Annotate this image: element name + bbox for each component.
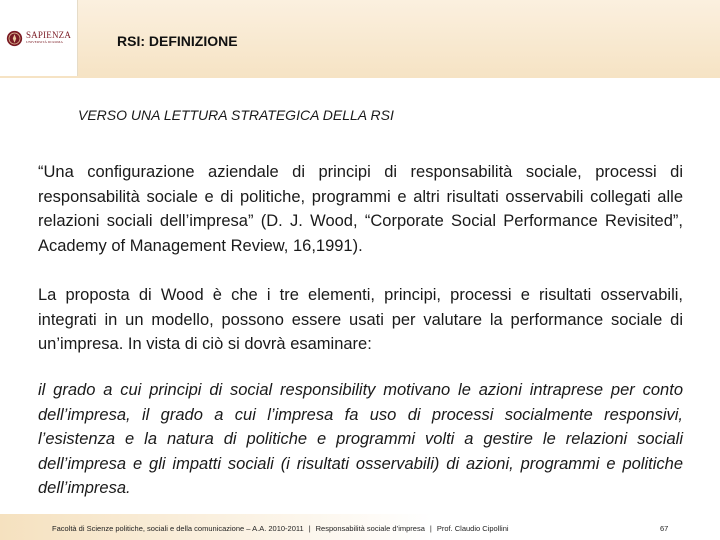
logo-text (26, 31, 71, 45)
footer-faculty: Facoltà di Scienze politiche, sociali e della comunicazione – A.A. 2010-2011 (52, 524, 304, 533)
slide-title: RSI: DEFINIZIONE (117, 33, 238, 49)
footer (0, 514, 720, 540)
footer-separator: | (429, 524, 432, 533)
sapienza-seal-icon (6, 30, 23, 47)
slide-subtitle: VERSO UNA LETTURA STRATEGICA DELLA RSI (78, 107, 394, 123)
page-number: 67 (660, 524, 669, 533)
definition-paragraph: “Una configurazione aziendale di principi di responsabilità sociale, processi di responsabilità sociale e di politiche, programmi e altri risultati osservabili collegati alle relazioni sociali dell’impresa” (D. J. Wood, “Corporate Social Performance Revisited”, Academy of Management Review, 16,1991). (38, 163, 683, 255)
footer-professor: Prof. Claudio Cipollini (436, 524, 509, 533)
logo-name: SAPIENZA (25, 30, 72, 41)
logo (0, 0, 78, 76)
criteria-paragraph: il grado a cui principi di social responsibility motivano le azioni intraprese per conto dell’impresa, il grado a cui l’impresa fa uso di processi socialmente responsivi, l’esistenza e la natura di politiche e programmi volti a gestire le relazioni sociali dell’impresa e gli impatti sociali (i risultati osservabili) di azioni, programmi e politiche dell’impresa. (38, 381, 683, 497)
footer-separator: | (308, 524, 311, 533)
logo-inner (6, 30, 71, 47)
footer-course: Responsabilità sociale d’impresa (315, 524, 425, 533)
header-band (0, 0, 720, 78)
logo-subtitle: UNIVERSITÀ DI ROMA (25, 40, 63, 45)
proposal-paragraph: La proposta di Wood è che i tre elementi, principi, processi e risultati osservabili, integrati in un modello, possono essere usati per valutare la performance sociale di un’impresa. In vista di ciò si dovrà esaminare: (38, 286, 683, 353)
footer-text (52, 524, 509, 533)
